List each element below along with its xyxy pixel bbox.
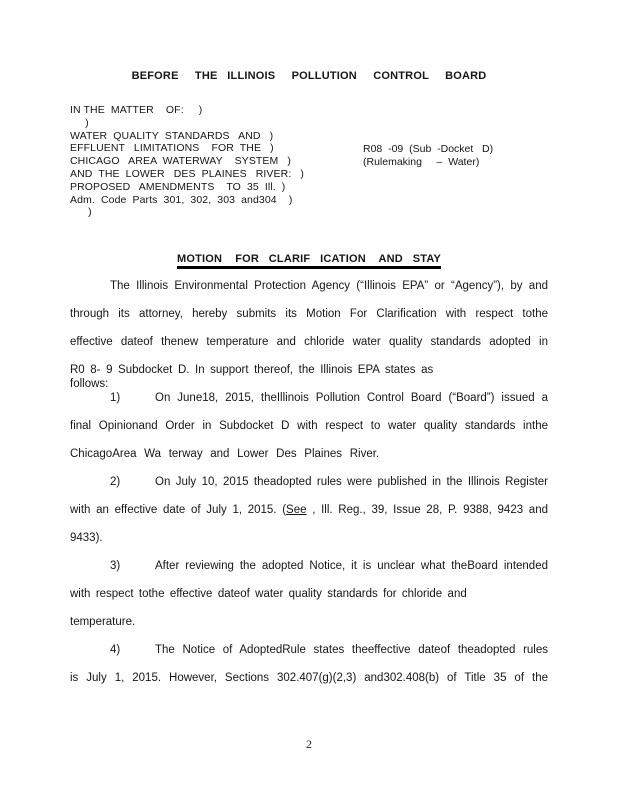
item3-number: 3) xyxy=(110,560,121,572)
item4-line xyxy=(70,643,548,657)
citation-post: , Ill. Reg., 39, Issue 28, P. 9388, 9423 and xyxy=(306,504,548,516)
page-number: 2 xyxy=(306,737,312,751)
item2-text: On July 10, 2015 theadopted rules were published in the Illinois Register xyxy=(155,476,548,488)
intro-line: effective dateof thenew temperature and chloride water quality standards adopted in xyxy=(70,336,548,348)
item3-line xyxy=(70,559,548,573)
item2-number: 2) xyxy=(110,476,121,488)
item1-line xyxy=(70,391,548,405)
caption-line: AND THE LOWER DES PLAINES RIVER: ) xyxy=(70,167,304,180)
document-title: MOTION FOR CLARIF ICATION AND STAY xyxy=(177,253,441,269)
caption-right-column xyxy=(363,143,493,169)
caption-line: WATER QUALITY STANDARDS AND ) xyxy=(70,129,274,142)
item2-line xyxy=(70,475,548,489)
item3-line: temperature. xyxy=(70,616,136,628)
see-citation: See xyxy=(286,504,307,516)
docket-number: R08 -09 (Sub -Docket D) xyxy=(363,143,494,155)
item1-text: On June18, 2015, theIllinois Pollution Control Board (“Board”) issued a xyxy=(155,392,548,404)
caption-line: CHICAGO AREA WATERWAY SYSTEM ) xyxy=(70,155,292,168)
citation-pre: with an effective date of July 1, 2015. ( xyxy=(70,504,287,516)
case-caption xyxy=(70,104,550,219)
item1-line: final Opinionand Order in Subdocket D with respect to water quality standards inthe xyxy=(70,420,548,432)
caption-line: Adm. Code Parts 301, 302, 303 and304 ) xyxy=(70,193,293,206)
caption-line: EFFLUENT LIMITATIONS FOR THE ) xyxy=(70,142,274,155)
item3-line: with respect tothe effective dateof water quality standards for chloride and xyxy=(70,588,467,600)
document-body xyxy=(70,279,548,699)
item4-text: The Notice of AdoptedRule states theeffective dateof theadopted rules xyxy=(155,644,548,656)
item4-line: is July 1, 2015. However, Sections 302.407(g)(2,3) and302.408(b) of Title 35 of the xyxy=(70,672,548,684)
caption-line: IN THE MATTER OF: ) xyxy=(70,104,203,116)
intro-line: through its attorney, hereby submits its Motion For Clarification with respect tothe xyxy=(70,308,548,320)
caption-line: ) xyxy=(70,116,89,129)
item3-text: After reviewing the adopted Notice, it is unclear what theBoard intended xyxy=(155,560,548,572)
intro-line: The Illinois Environmental Protection Agency (“Illinois EPA” or “Agency”), by and xyxy=(110,280,548,292)
item4-number: 4) xyxy=(110,644,121,656)
rulemaking-type: (Rulemaking – Water) xyxy=(363,155,480,168)
item1-number: 1) xyxy=(110,392,121,404)
intro-line: R0 8- 9 Subdocket D. In support thereof, the Illinois EPA states as follows: xyxy=(70,364,434,390)
caption-line: PROPOSED AMENDMENTS TO 35 Ill. ) xyxy=(70,180,286,193)
item1-line: ChicagoArea Wa terway and Lower Des Plaines River. xyxy=(70,448,380,460)
caption-line: ) xyxy=(70,206,92,219)
item2-line xyxy=(70,503,548,517)
court-header: BEFORE THE ILLINOIS POLLUTION CONTROL BOARD xyxy=(131,70,487,82)
item2-line: 9433). xyxy=(70,532,103,544)
title-row xyxy=(0,249,618,269)
